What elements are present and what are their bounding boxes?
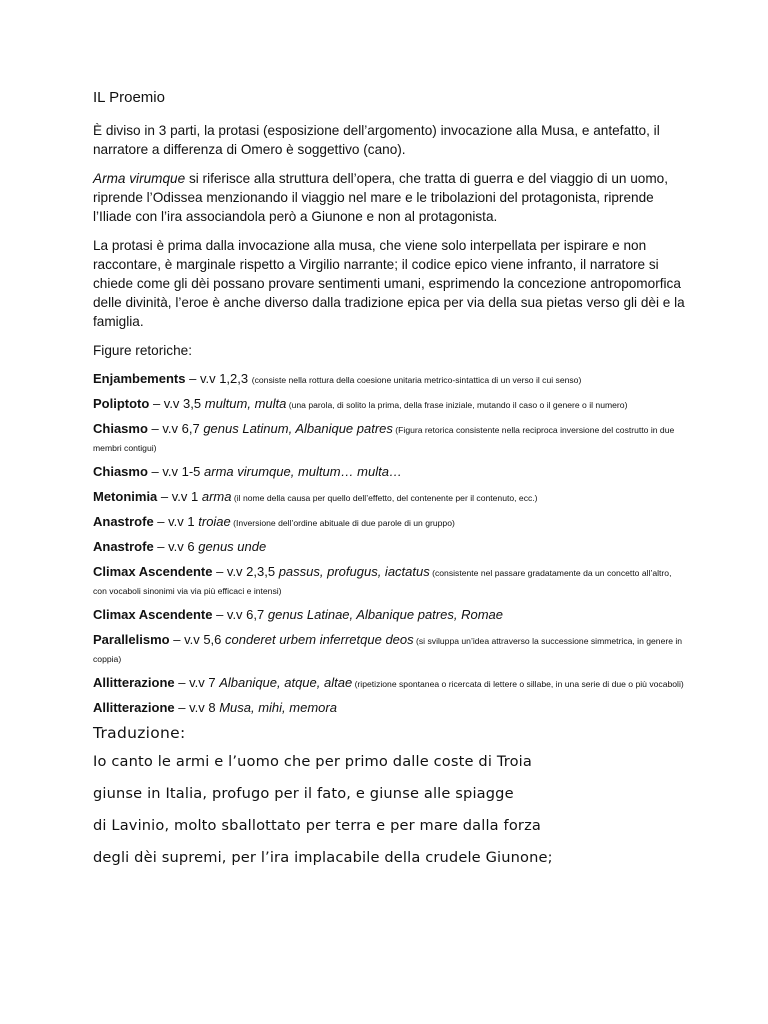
figure-note: (si sviluppa un’idea attraverso la successione simmetrica, in genere in coppia) [93,636,683,664]
figure-item [93,631,685,667]
figure-words: arma virumque, multum… multa… [204,464,402,479]
figure-words: troiae [198,514,231,529]
figure-note: (consistente nel passare gradatamente da un concetto all’altro, con vocaboli sinonimi via via più efficaci e intensi) [93,568,672,596]
figure-name: Metonimia [93,489,158,504]
figure-verses: – v.v 6,7 [212,607,268,622]
translation-line: di Lavinio, molto sballottato per terra e per mare dalla forza [93,817,541,834]
figure-item [93,513,685,531]
figure-name: Enjambements [93,371,186,386]
figure-name: Chiasmo [93,464,148,479]
figure-item [93,563,685,599]
figure-item [93,395,685,413]
figure-note: (consiste nella rottura della coesione unitaria metrico-sintattica di un verso il cui senso) [251,375,582,385]
figure-name: Anastrofe [93,514,154,529]
figure-item [93,463,685,481]
figure-name: Chiasmo [93,421,148,436]
page-title: IL Proemio [93,89,165,106]
figure-words: conderet urbem inferretque deos [225,632,414,647]
figure-item [93,488,685,506]
figure-verses: – v.v 1,2,3 [185,371,252,386]
intro-paragraph: È diviso in 3 parti, la protasi (esposizione dell’argomento) invocazione alla Musa, e antefatto, il narratore a differenza di Omero è soggettivo (cano). [93,123,660,157]
figure-note: (ripetizione spontanea o ricercata di lettere o sillabe, in una serie di due o più vocaboli) [352,679,684,689]
figure-words: arma [201,489,232,504]
translation-line: giunse in Italia, profugo per il fato, e giunse alle spiagge [93,785,514,802]
figure-name: Allitterazione [93,700,175,715]
figure-name: Climax Ascendente [93,607,213,622]
figure-item [93,370,685,388]
figure-verses: – v.v 3,5 [149,396,205,411]
translation-line: Io canto le armi e l’uomo che per primo dalle coste di Troia [93,753,532,770]
translation-heading: Traduzione: [93,724,186,742]
figure-words: genus Latinae, Albanique patres, Romae [267,607,503,622]
figure-words: passus, profugus, iactatus [278,564,430,579]
figure-note: (il nome della causa per quello dell’effetto, del contenente per il contenuto, ecc.) [231,493,538,503]
figure-item [93,674,685,692]
figure-verses: – v.v 1-5 [147,464,205,479]
italic-phrase: Arma virumque [93,171,186,186]
figure-item [93,606,685,624]
figure-verses: – v.v 2,3,5 [212,564,279,579]
document-body [93,88,685,880]
figure-name: Poliptoto [93,396,150,411]
arma-virumque-paragraph [93,169,685,226]
figure-note: (Figura retorica consistente nella reciproca inversione del costrutto in due membri contigui) [93,425,675,453]
figure-verses: – v.v 5,6 [169,632,226,647]
figure-verses: – v.v 6 [153,539,199,554]
protasi-paragraph: La protasi è prima dalla invocazione alla musa, che viene solo interpellata per ispirare e non raccontare, è marginale rispetto a Virgilio narrante; il codice epico viene infranto, il narratore si chiede come gli dèi possano provare sentimenti umani, esprimendo la concezione antropomorfica delle divinità, l’eroe è anche diverso dalla tradizione epica per via della sua pietas verso gli dèi e la famiglia. [93,238,685,329]
translation-line: degli dèi supremi, per l’ira implacabile della crudele Giunone; [93,849,553,866]
figure-words: Musa, mihi, memora [219,700,337,715]
figure-note: (Inversione dell’ordine abituale di due parole di un gruppo) [230,518,455,528]
figure-verses: – v.v 8 [174,700,220,715]
figure-words: genus unde [198,539,267,554]
figure-verses: – v.v 1 [157,489,202,504]
figure-verses: – v.v 6,7 [147,421,204,436]
figure-words: genus Latinum, Albanique patres [203,421,393,436]
figures-heading: Figure retoriche: [93,343,192,358]
figure-name: Climax Ascendente [93,564,213,579]
figure-name: Allitterazione [93,675,175,690]
figure-item [93,420,685,456]
figure-words: multum, multa [204,396,287,411]
figure-note: (una parola, di solito la prima, della frase iniziale, mutando il caso o il genere o il numero) [286,400,628,410]
figure-words: Albanique, atque, altae [219,675,353,690]
figure-name: Parallelismo [93,632,170,647]
figure-verses: – v.v 1 [153,514,199,529]
figure-item [93,538,685,556]
figure-item [93,699,685,717]
figures-list [93,370,685,717]
figure-verses: – v.v 7 [174,675,220,690]
translation-block [93,752,685,868]
paragraph-text: si riferisce alla struttura dell’opera, che tratta di guerra e del viaggio di un uomo, riprende l’Odissea menzionando il viaggio nel mare e le tribolazioni del protagonista, riprende l’Iliade con l’ira associandola però a Giunone e non al protagonista. [93,171,669,224]
figure-name: Anastrofe [93,539,154,554]
